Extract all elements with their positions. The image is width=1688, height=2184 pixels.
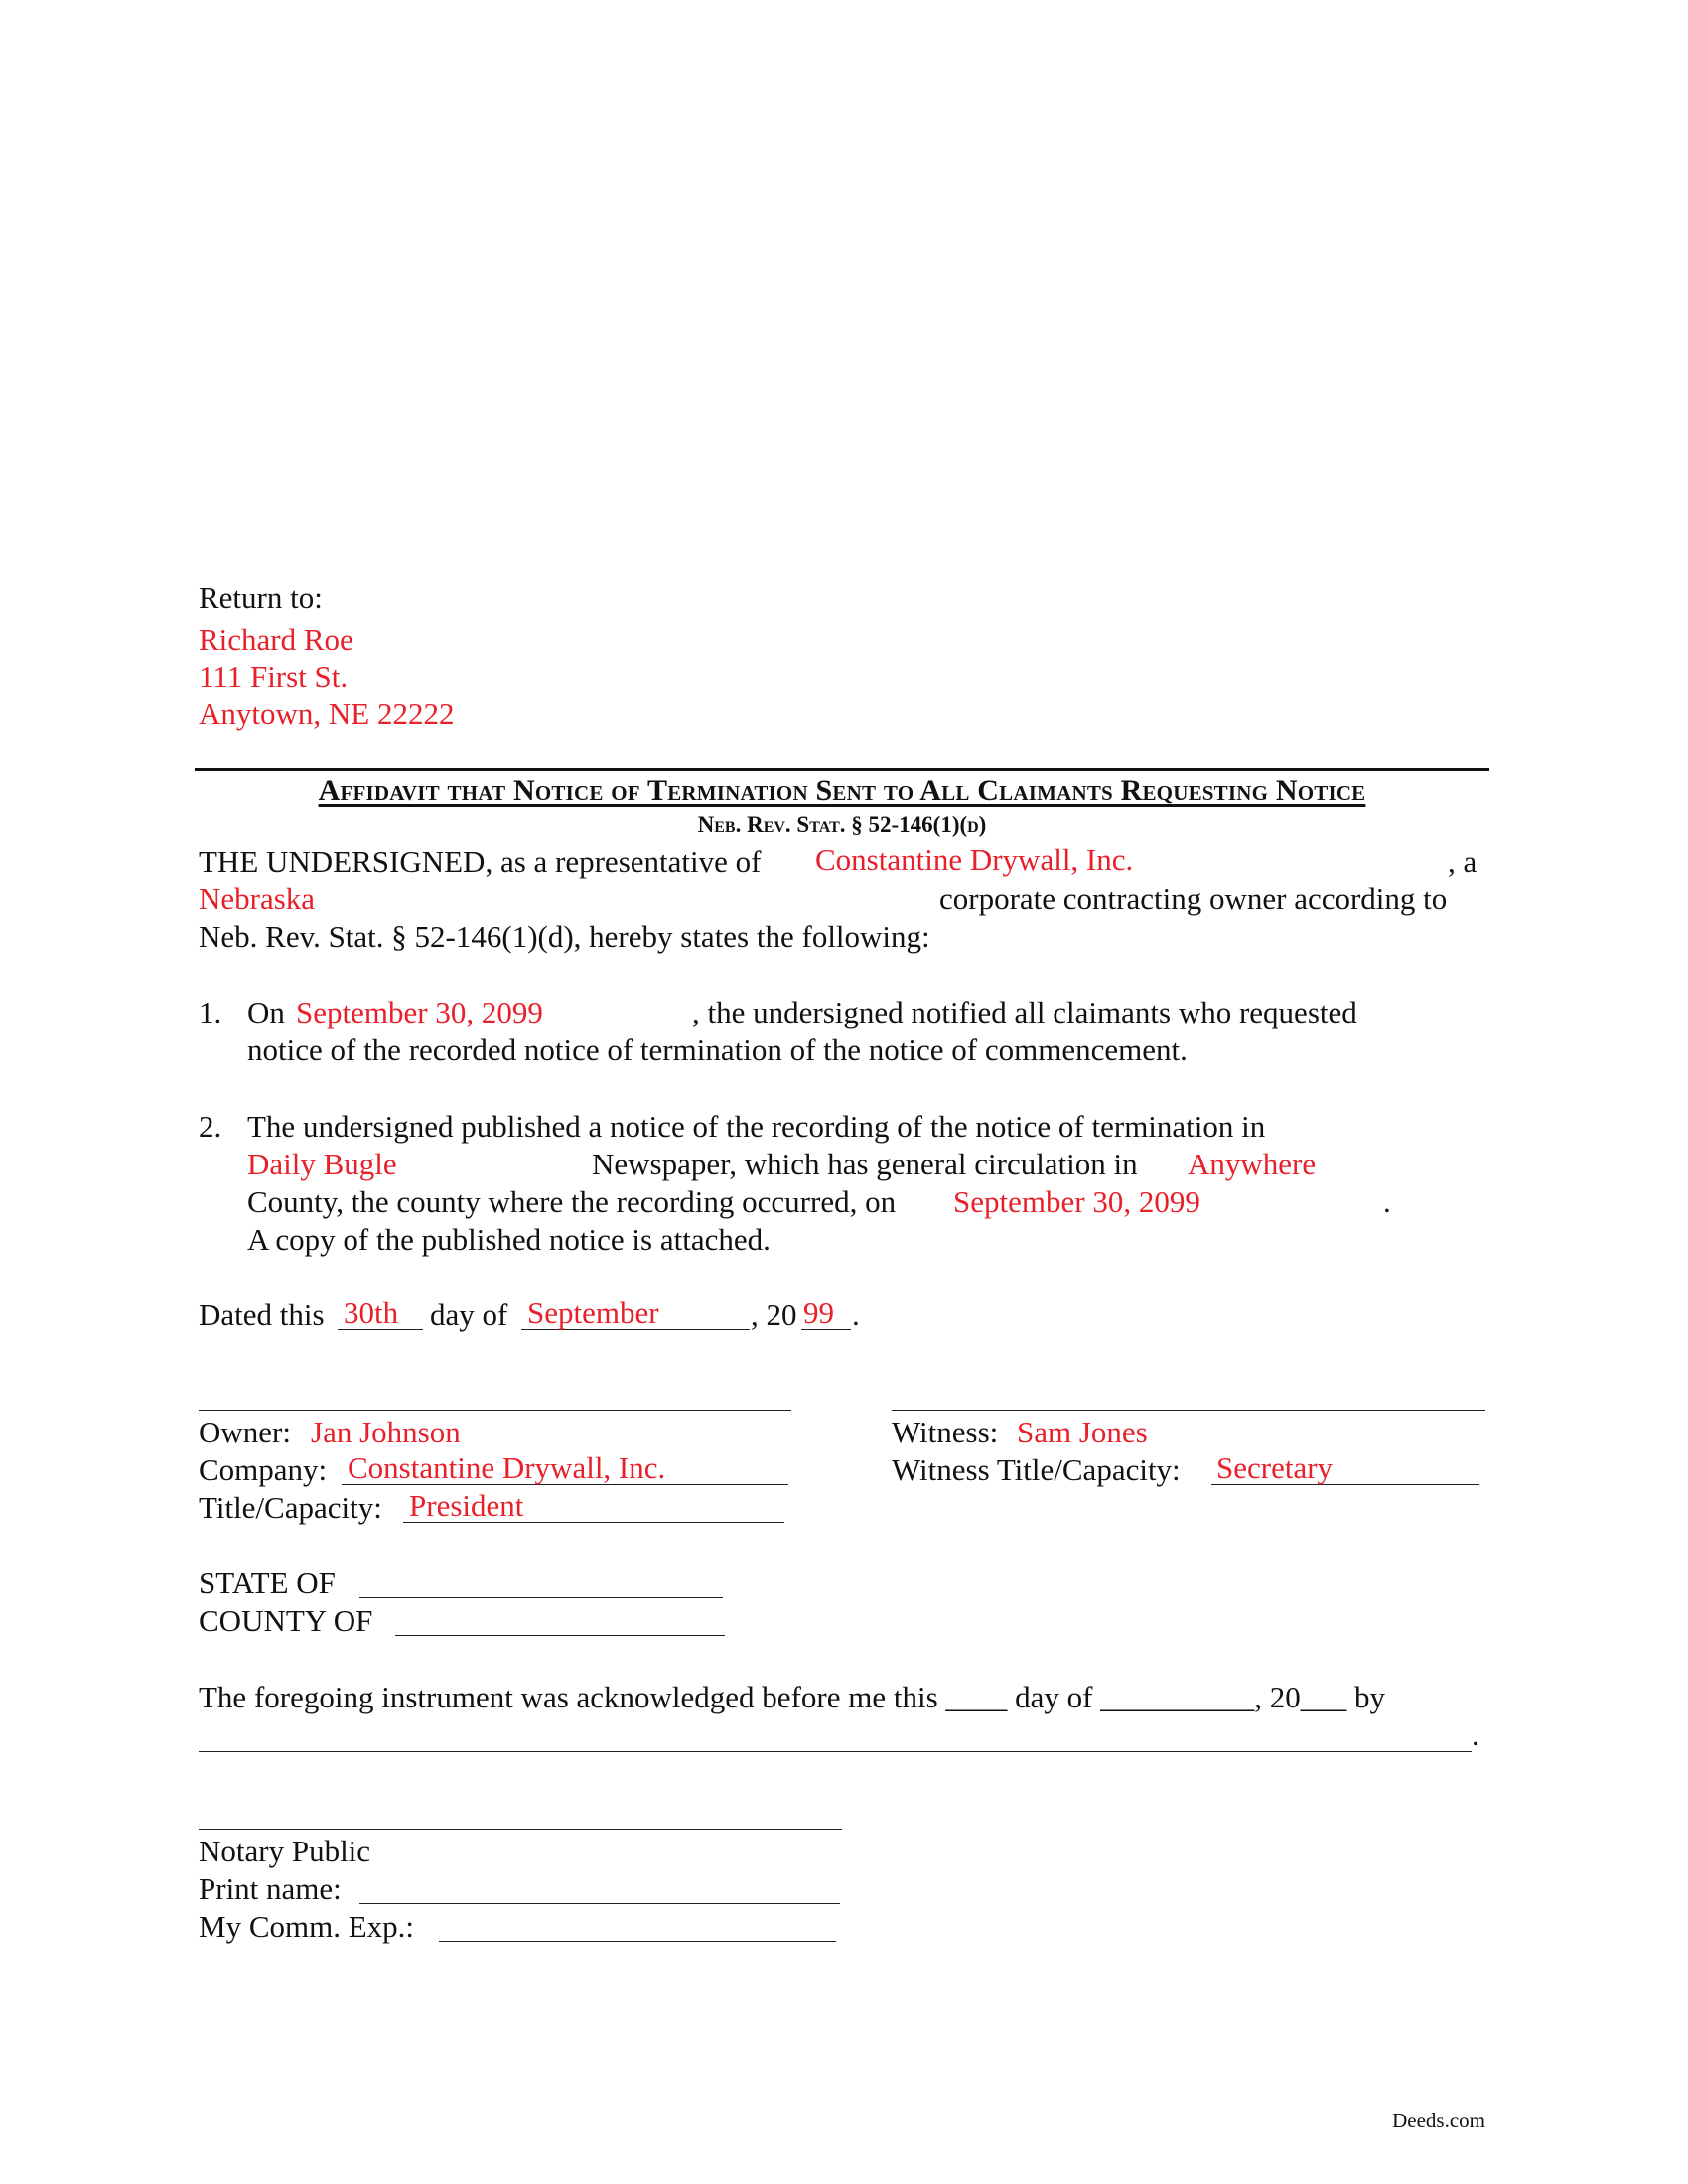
intro-role: corporate contracting owner according to (939, 882, 1448, 916)
county-of-label: COUNTY OF (199, 1603, 373, 1638)
item2-county: Anywhere (1188, 1147, 1317, 1181)
company-value: Constantine Drywall, Inc. (815, 842, 1134, 877)
document-title: Affidavit that Notice of Termination Sent to All Claimants Requesting Notice (318, 774, 1366, 807)
witness-title-value: Secretary (1216, 1450, 1334, 1485)
owner-signature-line (199, 1410, 791, 1411)
return-city: Anytown, NE 22222 (199, 696, 455, 731)
print-name-label: Print name: (199, 1871, 342, 1906)
acknowledgment-period: . (1472, 1717, 1479, 1752)
dated-period: . (852, 1297, 860, 1332)
witness-title-label: Witness Title/Capacity: (892, 1452, 1181, 1487)
item1-line2: notice of the recorded notice of termination of the notice of commencement. (247, 1032, 1188, 1067)
dated-year-field (801, 1297, 851, 1330)
dated-day-field (338, 1297, 423, 1330)
item2-number: 2. (199, 1109, 222, 1144)
return-name: Richard Roe (199, 622, 353, 657)
county-of-field (395, 1603, 725, 1636)
witness-signature-line (892, 1410, 1485, 1411)
intro-comma-a: , a (1448, 844, 1477, 879)
item2-line4: A copy of the published notice is attached. (247, 1222, 771, 1257)
dated-lead: Dated this (199, 1297, 325, 1332)
item2-date: September 30, 2099 (953, 1184, 1200, 1219)
comm-exp-field (439, 1909, 836, 1942)
return-to-label: Return to: (199, 580, 323, 614)
item2-county-text: County, the county where the recording occurred, on (247, 1184, 897, 1219)
owner-title-label: Title/Capacity: (199, 1490, 382, 1525)
item1-date: September 30, 2099 (296, 995, 543, 1029)
witness-title-field (1211, 1452, 1479, 1485)
owner-title-value: President (409, 1488, 524, 1523)
notary-public-label: Notary Public (199, 1834, 371, 1868)
state-of-field (359, 1566, 723, 1598)
acknowledgment-name-line (199, 1751, 1472, 1752)
dated-day-of: day of (430, 1297, 508, 1332)
intro-line3: Neb. Rev. Stat. § 52-146(1)(d), hereby states the following: (199, 919, 930, 954)
state-of-label: STATE OF (199, 1566, 336, 1600)
company-field (809, 844, 1445, 876)
item2-line1: The undersigned published a notice of the recording of the notice of termination in (247, 1109, 1266, 1144)
state-value: Nebraska (199, 882, 316, 916)
dated-year: 99 (803, 1296, 834, 1330)
dated-month-field (521, 1297, 750, 1330)
intro-lead: THE UNDERSIGNED, as a representative of (199, 844, 762, 879)
item1-number: 1. (199, 995, 222, 1029)
dated-month: September (527, 1296, 659, 1330)
print-name-field (359, 1871, 840, 1904)
item1-on: On (247, 995, 285, 1029)
acknowledgment-line: The foregoing instrument was acknowledged before me this ____ day of __________, 20___ by (199, 1680, 1385, 1714)
dated-day: 30th (344, 1296, 399, 1330)
owner-value: Jan Johnson (311, 1415, 461, 1449)
notary-signature-line (199, 1829, 842, 1830)
owner-label: Owner: (199, 1415, 291, 1449)
comm-exp-label: My Comm. Exp.: (199, 1909, 415, 1944)
witness-label: Witness: (892, 1415, 999, 1449)
witness-value: Sam Jones (1017, 1415, 1148, 1449)
item1-rest: , the undersigned notified all claimants who requested (692, 995, 1357, 1029)
header-rule (195, 768, 1489, 771)
footer-brand: Deeds.com (1392, 2109, 1485, 2132)
item2-newspaper: Daily Bugle (247, 1147, 397, 1181)
owner-title-field (403, 1490, 784, 1523)
statute-citation: Neb. Rev. Stat. § 52-146(1)(d) (697, 812, 987, 837)
owner-company-label: Company: (199, 1452, 328, 1487)
return-street: 111 First St. (199, 659, 349, 694)
item2-circulation: Newspaper, which has general circulation in (592, 1147, 1138, 1181)
dated-comma-20: , 20 (751, 1297, 797, 1332)
owner-company-value: Constantine Drywall, Inc. (348, 1450, 666, 1485)
owner-company-field (342, 1452, 788, 1485)
item2-period: . (1383, 1184, 1391, 1219)
